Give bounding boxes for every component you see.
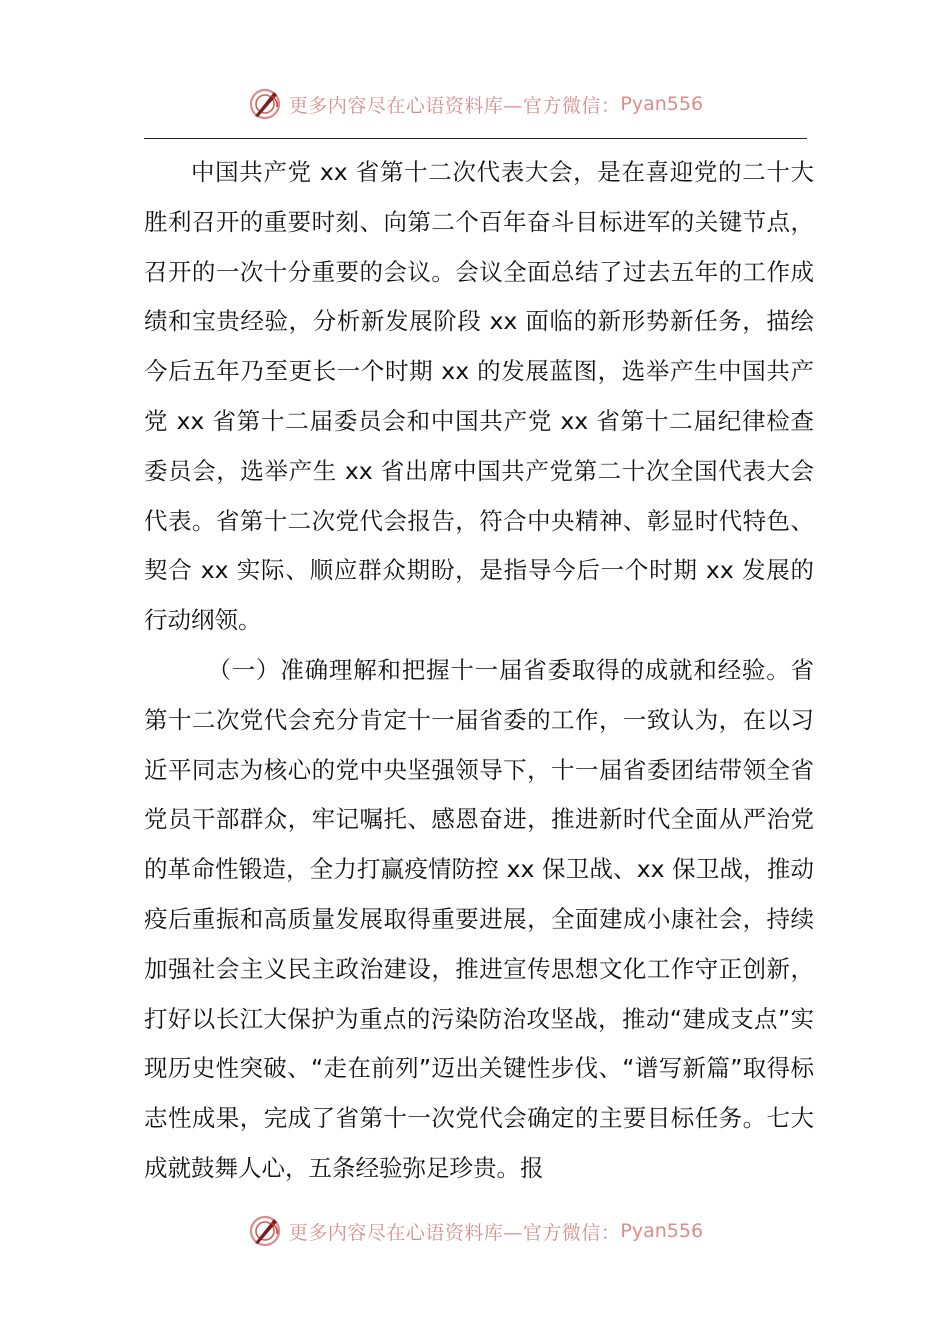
header-divider: [144, 138, 807, 139]
watermark-account: Pyan556: [620, 93, 704, 115]
watermark-text: 更多内容尽在心语资料库—官方微信：: [288, 1221, 621, 1244]
footer-watermark: [0, 1209, 950, 1253]
paragraph-section-1: （一）准确理解和把握十一届省委取得的成就和经验。省第十二次党代会充分肯定十一届省委的工作，一致认为，在以习近平同志为核心的党中央坚强领导下，十一届省委团结带领全省党员干部群众，牢记嘱托、感恩奋进，推进新时代全面从严治党的革命性锻造，全力打赢疫情防控 xx 保卫战、xx 保卫战，推动疫后重振和高质量发展取得重要进展，全面建成小康社会，持续加强社会主义民主政治建设，推进宣传思想文化工作守正创新，打好以长江大保护为重点的污染防治攻坚战，推动“建成支点”实现历史性突破、“走在前列”迈出关键性步伐、“谱写新篇”取得标志性成果，完成了省第十一次党代会确定的主要目标任务。七大成就鼓舞人心，五条经验弥足珍贵。报: [144, 655, 814, 1182]
watermark-text: 更多内容尽在心语资料库—官方微信：: [288, 94, 621, 117]
quill-logo-icon: [247, 86, 283, 122]
paragraph-intro: 中国共产党 xx 省第十二次代表大会，是在喜迎党的二十大胜利召开的重要时刻、向第二个百年奋斗目标进军的关键节点，召开的一次十分重要的会议。会议全面总结了过去五年的工作成绩和宝贵经验，分析新发展阶段 xx 面临的新形势新任务，描绘今后五年乃至更长一个时期 xx 的发展蓝图，选举产生中国共产党 xx 省第十二届委员会和中国共产党 xx 省第十二届纪律检查委员会，选举产生 xx 省出席中国共产党第二十次全国代表大会代表。省第十二次党代会报告，符合中央精神、彰显时代特色、契合 xx 实际、顺应群众期盼，是指导今后一个时期 xx 发展的行动纲领。: [144, 158, 814, 635]
watermark-account: Pyan556: [620, 1220, 704, 1242]
document-body: [144, 148, 814, 1194]
quill-logo-icon: [247, 1213, 283, 1249]
header-watermark: [0, 82, 950, 126]
